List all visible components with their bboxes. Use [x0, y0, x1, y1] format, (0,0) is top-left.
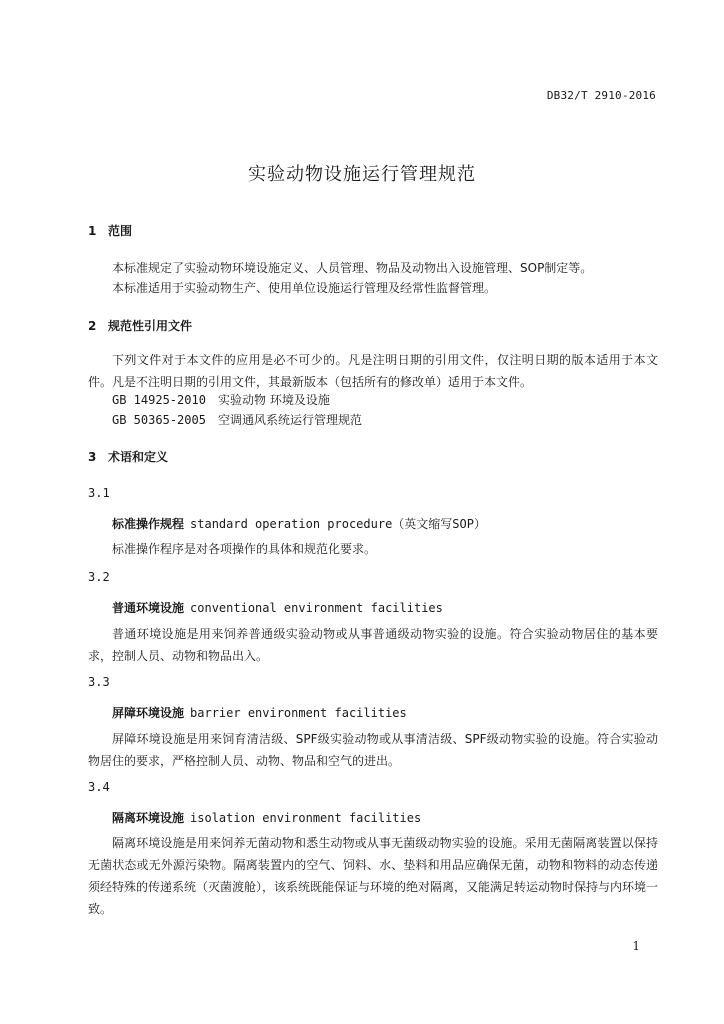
section-2-heading: [88, 317, 192, 334]
section-number: 3: [88, 450, 97, 464]
term-english: barrier environment facilities: [190, 706, 407, 720]
section-number: 1: [88, 224, 97, 238]
reference-code: GB 14925-2010: [112, 393, 206, 407]
normative-references-paragraph: 下列文件对于本文件的应用是必不可少的。凡是注明日期的引用文件，仅注明日期的版本适用于本文件。凡是不注明日期的引用文件，其最新版本（包括所有的修改单）适用于本文件。: [88, 353, 658, 389]
document-number: DB32/T 2910-2016: [546, 89, 656, 102]
term-definition: 普通环境设施是用来饲养普通级实验动物或从事普通级动物实验的设施。符合实验动物居住的基本要求，控制人员、动物和物品出入。: [88, 627, 658, 663]
term-definition: 标准操作程序是对各项操作的具体和规范化要求。: [112, 542, 377, 556]
page-title: 实验动物设施运行管理规范: [248, 164, 476, 185]
reference-title: 空调通风系统运行管理规范: [218, 413, 363, 427]
term-entry: [112, 809, 421, 826]
term-chinese: 标准操作规程: [112, 517, 185, 531]
term-chinese: 屏障环境设施: [112, 706, 185, 720]
reference-title: 实验动物 环境及设施: [218, 393, 330, 407]
reference-code: GB 50365-2005: [112, 413, 206, 427]
term-chinese: 普通环境设施: [112, 601, 185, 615]
scope-line-1: 本标准规定了实验动物环境设施定义、人员管理、物品及动物出入设施管理、SOP制定等。: [112, 261, 593, 275]
clause-number: 3.3: [88, 675, 110, 689]
term-entry: [112, 599, 443, 616]
clause-number: 3.2: [88, 570, 110, 584]
section-title: 范围: [108, 224, 133, 238]
section-title: 规范性引用文件: [108, 319, 193, 333]
term-entry: [112, 515, 486, 532]
section-3-heading: [88, 448, 168, 465]
term-english: standard operation procedure（英文缩写SOP）: [190, 517, 486, 531]
term-definition: 屏障环境设施是用来饲育清洁级、SPF级实验动物或从事清洁级、SPF级动物实验的设施。符合实验动物居住的要求，严格控制人员、动物、物品和空气的进出。: [88, 732, 658, 768]
clause-number: 3.4: [88, 780, 110, 794]
term-english: isolation environment facilities: [190, 811, 422, 825]
section-number: 2: [88, 319, 97, 333]
term-entry: [112, 704, 407, 721]
scope-line-2: 本标准适用于实验动物生产、使用单位设施运行管理及经常性监督管理。: [112, 281, 497, 295]
clause-number: 3.1: [88, 486, 110, 500]
reference-item: [112, 411, 362, 428]
term-definition: 隔离环境设施是用来饲养无菌动物和悉生动物或从事无菌级动物实验的设施。采用无菌隔离装置以保持无菌状态或无外源污染物。隔离装置内的空气、饲料、水、垫料和用品应确保无菌，动物和物料的动态传递须经特殊的传递系统（灭菌渡舱），该系统既能保证与环境的绝对隔离，又能满足转运动物时保持与内环境一致。: [88, 836, 659, 916]
page-number: 1: [632, 939, 640, 953]
term-english: conventional environment facilities: [190, 601, 443, 615]
section-title: 术语和定义: [108, 450, 169, 464]
term-chinese: 隔离环境设施: [112, 811, 185, 825]
reference-item: [112, 391, 330, 408]
section-1-heading: [88, 222, 132, 239]
